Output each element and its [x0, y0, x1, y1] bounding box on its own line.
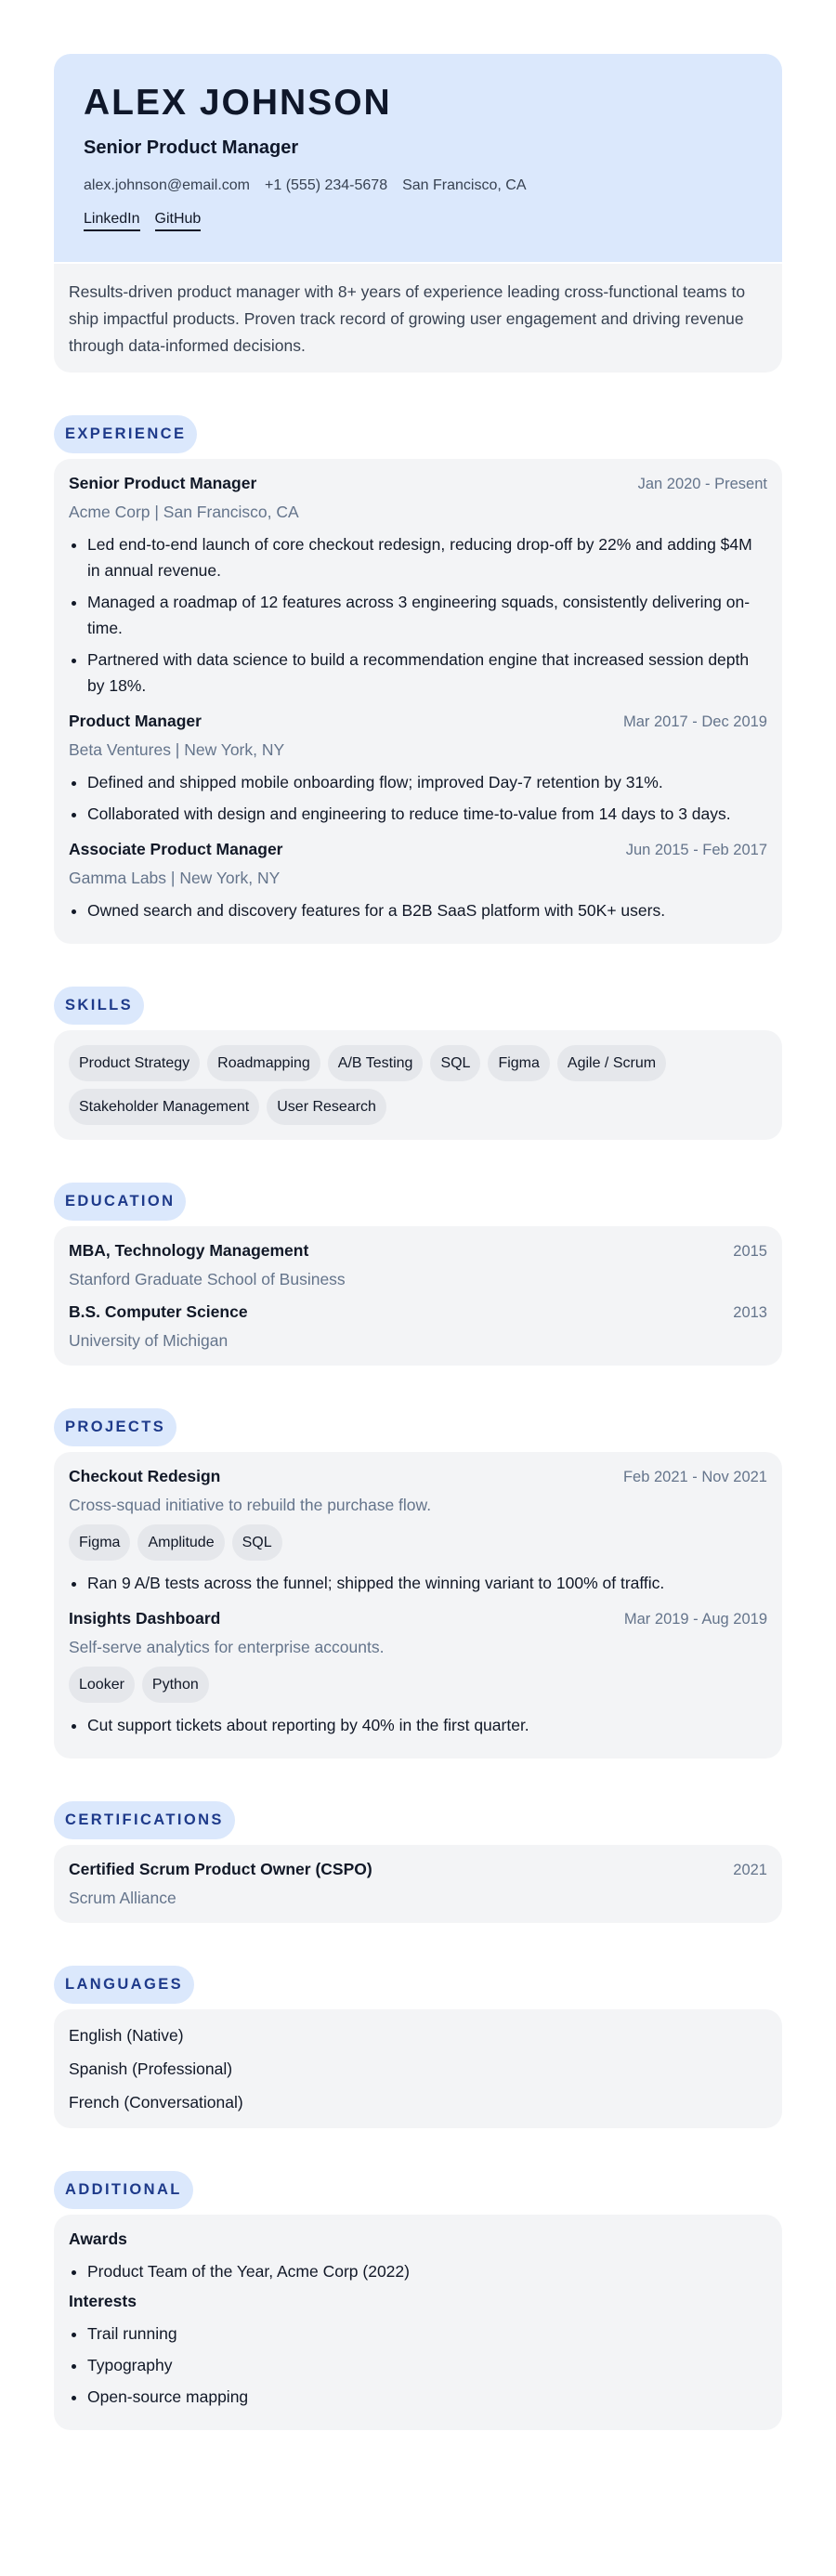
interest-item: • Open-source mapping [87, 2384, 767, 2410]
experience-entry [69, 712, 767, 827]
job-dates: Jan 2020 - Present [637, 476, 767, 492]
awards-list [69, 2258, 767, 2284]
job-dates: Jun 2015 - Feb 2017 [625, 842, 767, 858]
section-heading-languages: LANGUAGES [54, 1966, 194, 2004]
skill-chip: Figma [488, 1045, 549, 1081]
project-entry [69, 1467, 767, 1596]
education-entry [69, 1241, 767, 1289]
project-tags [69, 1667, 767, 1703]
job-org: Acme Corp | San Francisco, CA [69, 503, 299, 521]
job-org: Beta Ventures | New York, NY [69, 740, 285, 759]
project-bullets [69, 1712, 767, 1738]
job-bullet: • Owned search and discovery features for a B2B SaaS platform with 50K+ users. [87, 897, 767, 923]
project-description: Self-serve analytics for enterprise accounts. [69, 1638, 385, 1656]
job-bullet: • Managed a roadmap of 12 features across 3 engineering squads, consistently delivering on-time. [87, 589, 767, 641]
project-dates: Mar 2019 - Aug 2019 [623, 1611, 767, 1628]
section-heading-experience: EXPERIENCE [54, 415, 197, 453]
contact-line [84, 177, 754, 194]
project-bullets [69, 1570, 767, 1596]
section-heading-projects: PROJECTS [54, 1408, 176, 1446]
degree-title: MBA, Technology Management [69, 1241, 309, 1260]
job-bullets [69, 769, 767, 827]
awards-title: Awards [69, 2229, 127, 2248]
skill-chip: User Research [267, 1089, 386, 1125]
language-item: English (Native) [69, 2026, 184, 2045]
interests-title: Interests [69, 2292, 137, 2310]
certification-issuer: Scrum Alliance [69, 1889, 176, 1907]
job-title: Product Manager [69, 712, 202, 730]
project-title: Insights Dashboard [69, 1609, 221, 1628]
experience-entry [69, 840, 767, 923]
skills-section [54, 987, 782, 1140]
skill-chips [69, 1045, 767, 1125]
job-bullet: • Defined and shipped mobile onboarding flow; improved Day-7 retention by 31%. [87, 769, 767, 795]
certification-entry [69, 1860, 767, 1908]
experience-section [54, 415, 782, 944]
project-tag: SQL [232, 1524, 282, 1561]
language-item: Spanish (Professional) [69, 2059, 233, 2078]
contact-location: San Francisco, CA [402, 177, 527, 193]
skill-chip: Agile / Scrum [557, 1045, 666, 1081]
experience-entry [69, 474, 767, 699]
school-name: Stanford Graduate School of Business [69, 1270, 346, 1288]
job-bullet: • Collaborated with design and engineering to reduce time-to-value from 14 days to 3 days. [87, 801, 767, 827]
candidate-name: ALEX JOHNSON [84, 83, 392, 123]
section-heading-education: EDUCATION [54, 1183, 186, 1221]
project-tag: Amplitude [137, 1524, 224, 1561]
school-name: University of Michigan [69, 1331, 229, 1350]
project-tag: Figma [69, 1524, 130, 1561]
section-heading-additional: ADDITIONAL [54, 2171, 193, 2209]
degree-year: 2015 [733, 1243, 767, 1260]
languages-card [54, 2009, 782, 2128]
project-entry [69, 1609, 767, 1738]
skill-chip: SQL [430, 1045, 480, 1081]
project-dates: Feb 2021 - Nov 2021 [622, 1469, 767, 1485]
certification-year: 2021 [733, 1862, 767, 1878]
certifications-card [54, 1845, 782, 1923]
job-title: Associate Product Manager [69, 840, 283, 858]
project-bullet: • Ran 9 A/B tests across the funnel; shipped the winning variant to 100% of traffic. [87, 1570, 767, 1596]
contact-email: alex.johnson@email.com [84, 177, 250, 193]
profile-links [84, 211, 754, 231]
linkedin-link[interactable]: LinkedIn [84, 211, 140, 231]
interests-list [69, 2321, 767, 2410]
education-entry [69, 1302, 767, 1351]
degree-title: B.S. Computer Science [69, 1302, 248, 1321]
award-item: • Product Team of the Year, Acme Corp (2022) [87, 2258, 767, 2284]
project-title: Checkout Redesign [69, 1467, 221, 1485]
certification-name: Certified Scrum Product Owner (CSPO) [69, 1860, 372, 1878]
education-section [54, 1183, 782, 1366]
project-tag: Python [142, 1667, 209, 1703]
experience-card [54, 459, 782, 944]
skill-chip: A/B Testing [328, 1045, 424, 1081]
summary-text: Results-driven product manager with 8+ years of experience leading cross-functional teams to ship impactful products. Proven track record of growing user engagement and driving revenue through data-informed decisions. [54, 264, 782, 373]
education-card [54, 1226, 782, 1366]
languages-section [54, 1966, 782, 2128]
resume-header [54, 54, 782, 262]
contact-phone: +1 (555) 234-5678 [265, 177, 388, 193]
skill-chip: Roadmapping [207, 1045, 320, 1081]
skills-card [54, 1030, 782, 1140]
job-title: Senior Product Manager [69, 474, 257, 492]
job-org: Gamma Labs | New York, NY [69, 869, 281, 887]
project-description: Cross-squad initiative to rebuild the purchase flow. [69, 1496, 432, 1514]
job-bullets [69, 897, 767, 923]
section-heading-skills: SKILLS [54, 987, 144, 1025]
additional-section [54, 2171, 782, 2430]
projects-section [54, 1408, 782, 1759]
project-tags [69, 1524, 767, 1561]
section-heading-certifications: CERTIFICATIONS [54, 1801, 235, 1839]
project-bullet: • Cut support tickets about reporting by 40% in the first quarter. [87, 1712, 767, 1738]
job-bullets [69, 531, 767, 699]
project-tag: Looker [69, 1667, 135, 1703]
skill-chip: Product Strategy [69, 1045, 200, 1081]
job-bullet: • Partnered with data science to build a recommendation engine that increased session depth by 18%. [87, 647, 767, 699]
additional-card [54, 2215, 782, 2430]
projects-card [54, 1452, 782, 1759]
degree-year: 2013 [733, 1304, 767, 1321]
candidate-role: Senior Product Manager [84, 137, 299, 158]
interest-item: • Trail running [87, 2321, 767, 2347]
interest-item: • Typography [87, 2352, 767, 2378]
skill-chip: Stakeholder Management [69, 1089, 259, 1125]
job-dates: Mar 2017 - Dec 2019 [622, 713, 767, 730]
language-item: French (Conversational) [69, 2093, 243, 2112]
github-link[interactable]: GitHub [155, 211, 202, 231]
certifications-section [54, 1801, 782, 1923]
job-bullet: • Led end-to-end launch of core checkout redesign, reducing drop-off by 22% and adding $4M in annual revenue. [87, 531, 767, 583]
